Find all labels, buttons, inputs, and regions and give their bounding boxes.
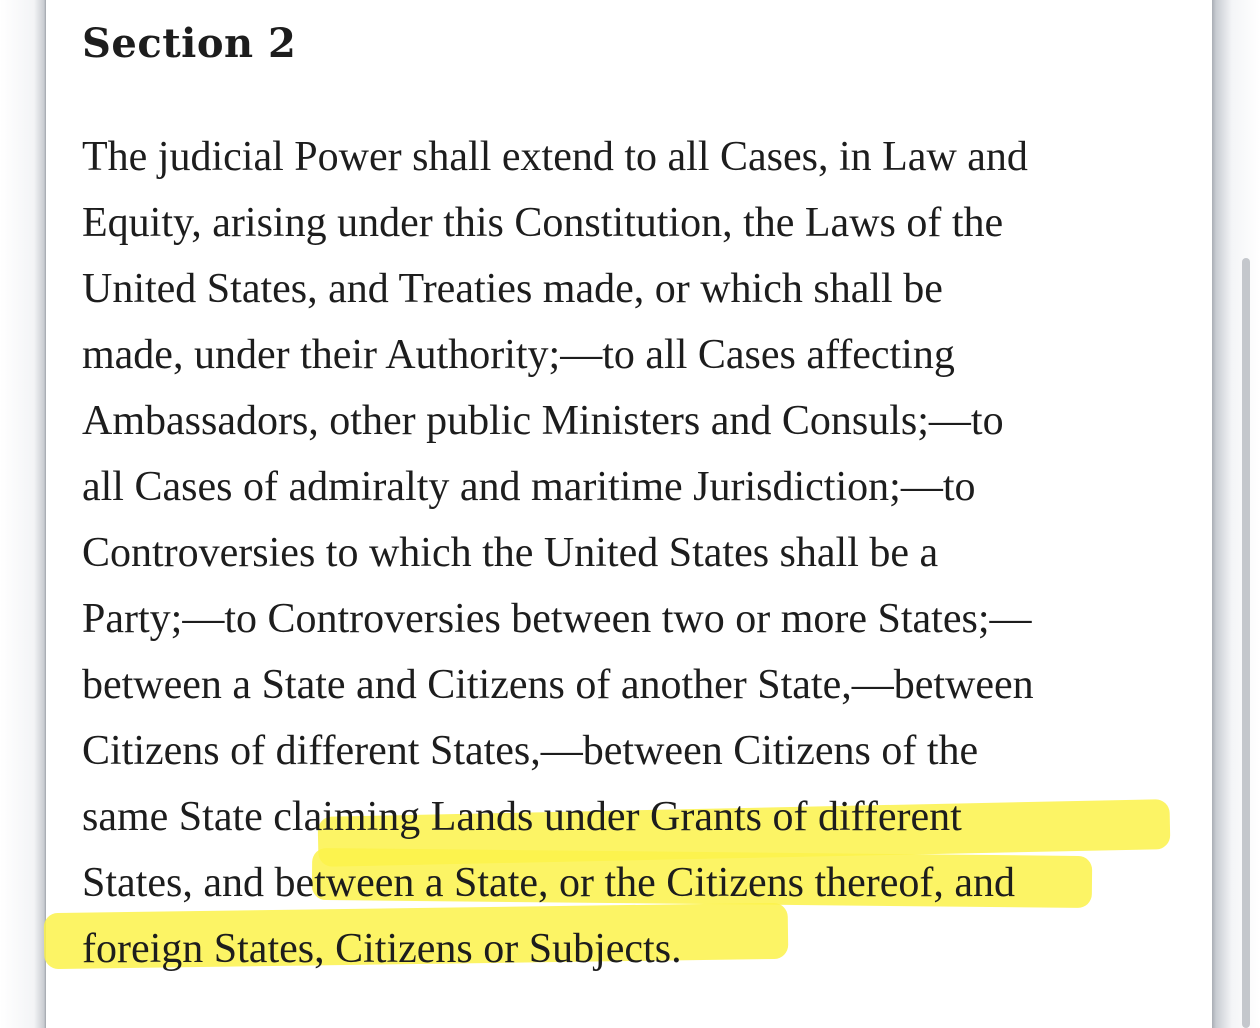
paragraph-line: Citizens of different States,—between Citizens of the [82,728,979,774]
paragraph-line: made, under their Authority;—to all Cases affecting [82,332,955,378]
paragraph-line: Ambassadors, other public Ministers and Consuls;—to [82,398,1004,444]
paragraph-line: Equity, arising under this Constitution, the Laws of the [82,200,1004,246]
paragraph-line: The judicial Power shall extend to all Cases, in Law and [82,134,1028,180]
paragraph-line: Party;—to Controversies between two or more States;— [82,596,1032,642]
section-heading: Section 2 [82,20,297,67]
paragraph-line: between a State and Citizens of another State,—between [82,662,1034,708]
section-paragraph [82,124,1182,982]
paragraph-line: Controversies to which the United States shall be a [82,530,939,576]
page-right-edge [1212,0,1260,1028]
paragraph-line: all Cases of admiralty and maritime Jurisdiction;—to [82,464,976,510]
paragraph-line: same State claiming Lands under Grants of different [82,794,962,840]
scrollbar-thumb[interactable] [1242,258,1250,1028]
page-left-edge [0,0,46,1028]
document-content [82,14,1182,982]
paragraph-line: United States, and Treaties made, or which shall be [82,266,943,312]
paragraph-line: States, and between a State, or the Citizens thereof, and [82,860,1016,906]
paragraph-line: foreign States, Citizens or Subjects. [82,926,682,972]
